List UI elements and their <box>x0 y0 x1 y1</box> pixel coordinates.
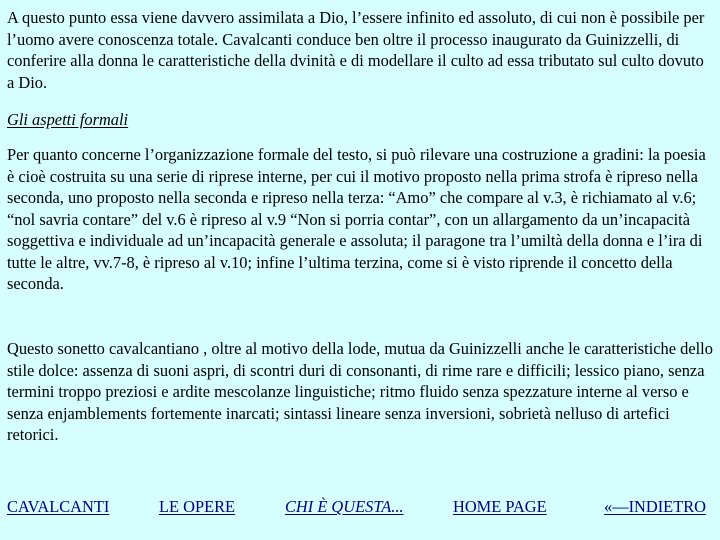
formal-aspects-paragraph: Per quanto concerne l’organizzazione formale del testo, si può rilevare una costruzione a gradini: la poesia è cioè costruita su una serie di riprese interne, per cui il motivo proposto nella prima strofa è ripreso nella seconda, uno proposto nella seconda e ripreso nella terza: “Amo” che compare al v.3, è richiamato al v.6; “nol savria contare” del v.6 è ripreso al v.9 “Non si porria contar”, con un allargamento da un’incapacità soggettiva e individuale ad un’incapacità generale e assoluta; il paragone tra l’umiltà della donna e l’ira di tutte le altre, vv.7-8, è ripreso al v.10; infine l’ultima terzina, come si è visto riprende il concetto della seconda. <box>7 145 706 293</box>
nav-link-chi-e-questa[interactable]: CHI È QUESTA... <box>285 497 404 516</box>
nav-link-le-opere[interactable]: LE OPERE <box>159 497 236 516</box>
nav-link-cavalcanti[interactable]: CAVALCANTI <box>7 497 110 516</box>
intro-paragraph: A questo punto essa viene davvero assimilata a Dio, l’essere infinito ed assoluto, di cui non è possibile per l’uomo avere conoscenza totale. Cavalcanti conduce ben oltre il processo inaugurato da Guinizzelli, di conferire alla donna le caratteristiche della dvinità e di modellare il culto ad essa tributato sul culto dovuto a Dio. <box>7 8 705 92</box>
bottom-navigation <box>0 496 720 520</box>
section-heading: Gli aspetti formali <box>7 110 129 129</box>
nav-link-indietro[interactable]: «—INDIETRO <box>604 497 706 516</box>
style-paragraph: Questo sonetto cavalcantiano , oltre al motivo della lode, mutua da Guinizzelli anche le caratteristiche dello stile dolce: assenza di suoni aspri, di scontri duri di consonanti, di rime rare e difficili; lessico piano, senza termini troppo preziosi e ardite mescolanze linguistiche; ritmo fluido senza spezzature interne al verso e senza enjamblements fortemente inarcati; sintassi lineare senza inversioni, sobrietà nelluso di artefici retorici. <box>7 339 713 444</box>
nav-link-home-page[interactable]: HOME PAGE <box>453 497 547 516</box>
